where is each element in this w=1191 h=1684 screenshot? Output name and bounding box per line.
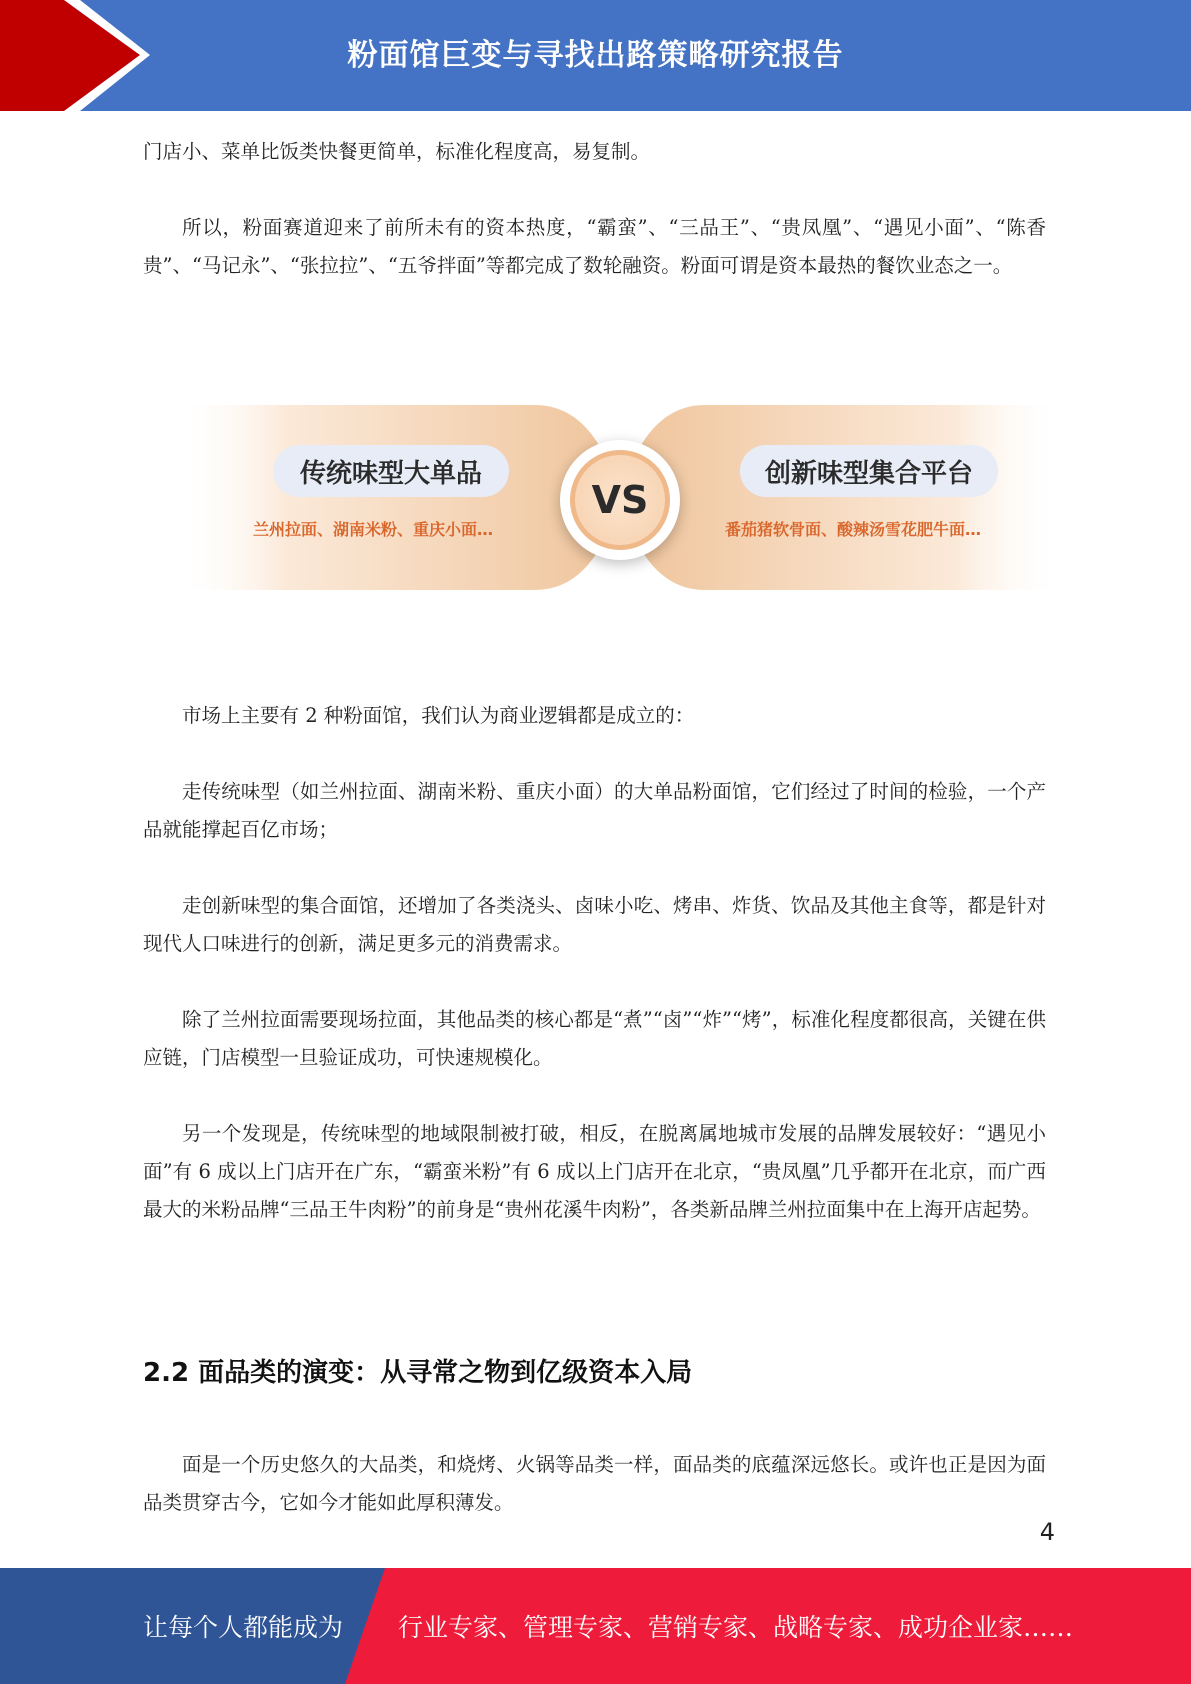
right-category-examples: 番茄猪软骨面、酸辣汤雪花肥牛面… xyxy=(725,520,982,539)
vs-badge xyxy=(560,440,680,560)
page-header xyxy=(0,0,1191,111)
paragraph-0: 门店小、菜单比饭类快餐更简单，标准化程度高，易复制。 xyxy=(143,140,651,163)
section-heading: 2.2 面品类的演变：从寻常之物到亿级资本入局 xyxy=(143,1358,693,1388)
footer-slogan-left: 让每个人都能成为 xyxy=(143,1613,344,1642)
vs-text: VS xyxy=(591,478,649,522)
paragraph-4: 走创新味型的集合面馆，还增加了各类浇头、卤味小吃、烤串、炸货、饮品及其他主食等，都是针对现代人口味进行的创新，满足更多元的消费需求。 xyxy=(143,894,1046,955)
vs-badge-inner xyxy=(570,450,670,550)
page-footer xyxy=(0,1568,1191,1684)
paragraph-6: 另一个发现是，传统味型的地域限制被打破，相反，在脱离属地城市发展的品牌发展较好：“遇见小面”有 6 成以上门店开在广东，“霸蛮米粉”有 6 成以上门店开在北京，“贵凤凰”几乎都开在北京，而广西最大的米粉品牌“三品王牛肉粉”的前身是“贵州花溪牛肉粉”，各类新品牌兰州拉面集中在上海开店起势。 xyxy=(143,1122,1046,1221)
paragraph-5: 除了兰州拉面需要现场拉面，其他品类的核心都是“煮”“卤”“炸”“烤”，标准化程度都很高，关键在供应链，门店模型一旦验证成功，可快速规模化。 xyxy=(143,1008,1046,1069)
header-title: 粉面馆巨变与寻找出路策略研究报告 xyxy=(347,38,844,73)
page-number: 4 xyxy=(1039,1518,1055,1546)
left-category-examples: 兰州拉面、湖南米粉、重庆小面… xyxy=(253,520,494,539)
footer-slogan-right: 行业专家、管理专家、营销专家、战略专家、成功企业家…… xyxy=(398,1613,1074,1642)
paragraph-1: 所以，粉面赛道迎来了前所未有的资本热度，“霸蛮”、“三品王”、“贵凤凰”、“遇见小面”、“陈香贵”、“马记永”、“张拉拉”、“五爷拌面”等都完成了数轮融资。粉面可谓是资本最热的餐饮业态之一。 xyxy=(143,216,1046,277)
paragraph-3: 走传统味型（如兰州拉面、湖南米粉、重庆小面）的大单品粉面馆，它们经过了时间的检验，一个产品就能撑起百亿市场； xyxy=(143,780,1046,841)
left-category-label: 传统味型大单品 xyxy=(273,445,509,497)
right-category-label: 创新味型集合平台 xyxy=(740,445,998,497)
paragraph-2: 市场上主要有 2 种粉面馆，我们认为商业逻辑都是成立的： xyxy=(182,704,695,727)
comparison-graphic xyxy=(175,405,1065,590)
paragraph-7: 面是一个历史悠久的大品类，和烧烤、火锅等品类一样，面品类的底蕴深远悠长。或许也正是因为面品类贯穿古今，它如今才能如此厚积薄发。 xyxy=(143,1453,1046,1514)
